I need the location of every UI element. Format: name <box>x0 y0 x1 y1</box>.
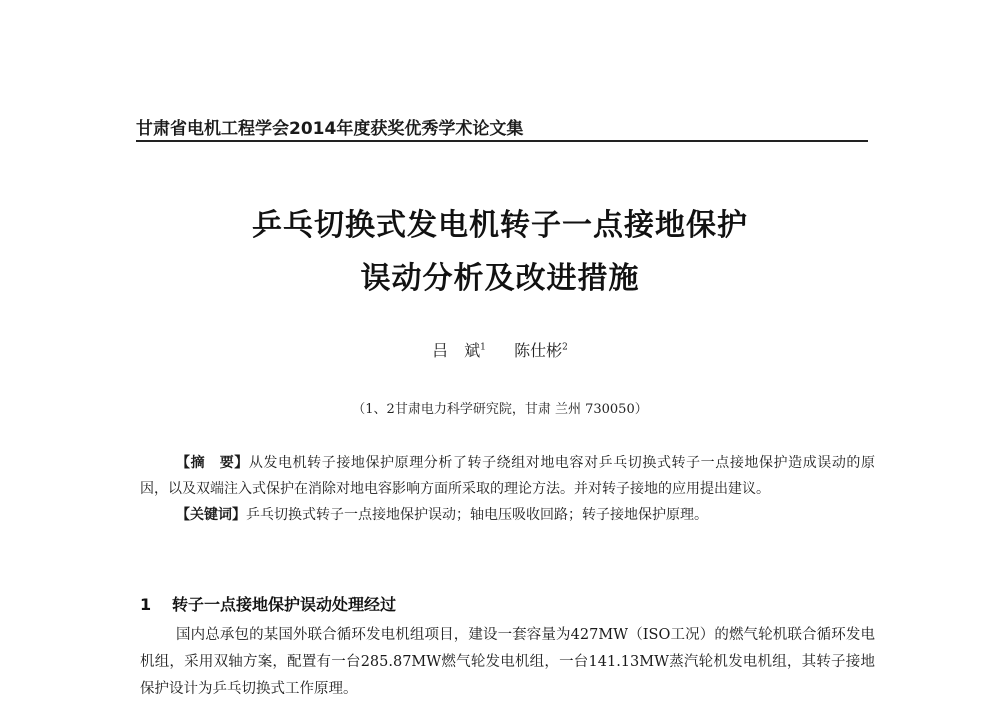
keywords-text: 乒乓切换式转子一点接地保护误动；轴电压吸收回路；转子接地保护原理。 <box>246 507 708 523</box>
section-title: 转子一点接地保护误动处理经过 <box>172 595 397 614</box>
paper-title-line-2: 误动分析及改进措施 <box>360 261 640 296</box>
author-2-mark: 2 <box>562 342 568 353</box>
author-1-name: 吕 斌 <box>432 341 481 360</box>
section-heading <box>140 592 875 615</box>
running-header: 甘肃省电机工程学会2014年度获奖优秀学术论文集 <box>136 119 524 139</box>
affiliation: （1、2甘肃电力科学研究院，甘肃 兰州 730050） <box>352 402 648 417</box>
author-1-mark: 1 <box>480 342 486 353</box>
paper-title-line-1: 乒乓切换式发电机转子一点接地保护 <box>252 208 748 243</box>
keywords-label: 【关键词】 <box>176 507 246 523</box>
section-number: 1 <box>140 595 152 614</box>
authors <box>0 338 1000 361</box>
body-text <box>140 622 875 703</box>
keywords-paragraph <box>140 502 875 528</box>
header-rule <box>136 140 868 142</box>
abstract-paragraph <box>140 450 875 502</box>
body-paragraph: 国内总承包的某国外联合循环发电机组项目，建设一套容量为427MW（ISO工况）的燃气轮机联合循环发电机组，采用双轴方案，配置有一台285.87MW燃气轮发电机组，一台141.13MW蒸汽轮机发电机组，其转子接地保护设计为乒乓切换式工作原理。 <box>140 627 875 697</box>
abstract-block <box>140 450 875 528</box>
abstract-label: 【摘 要】 <box>176 455 249 471</box>
abstract-text: 从发电机转子接地保护原理分析了转子绕组对地电容对乒乓切换式转子一点接地保护造成误动的原因，以及双端注入式保护在消除对地电容影响方面所采取的理论方法。并对转子接地的应用提出建议。 <box>140 455 876 497</box>
author-2-name: 陈仕彬 <box>514 341 563 360</box>
